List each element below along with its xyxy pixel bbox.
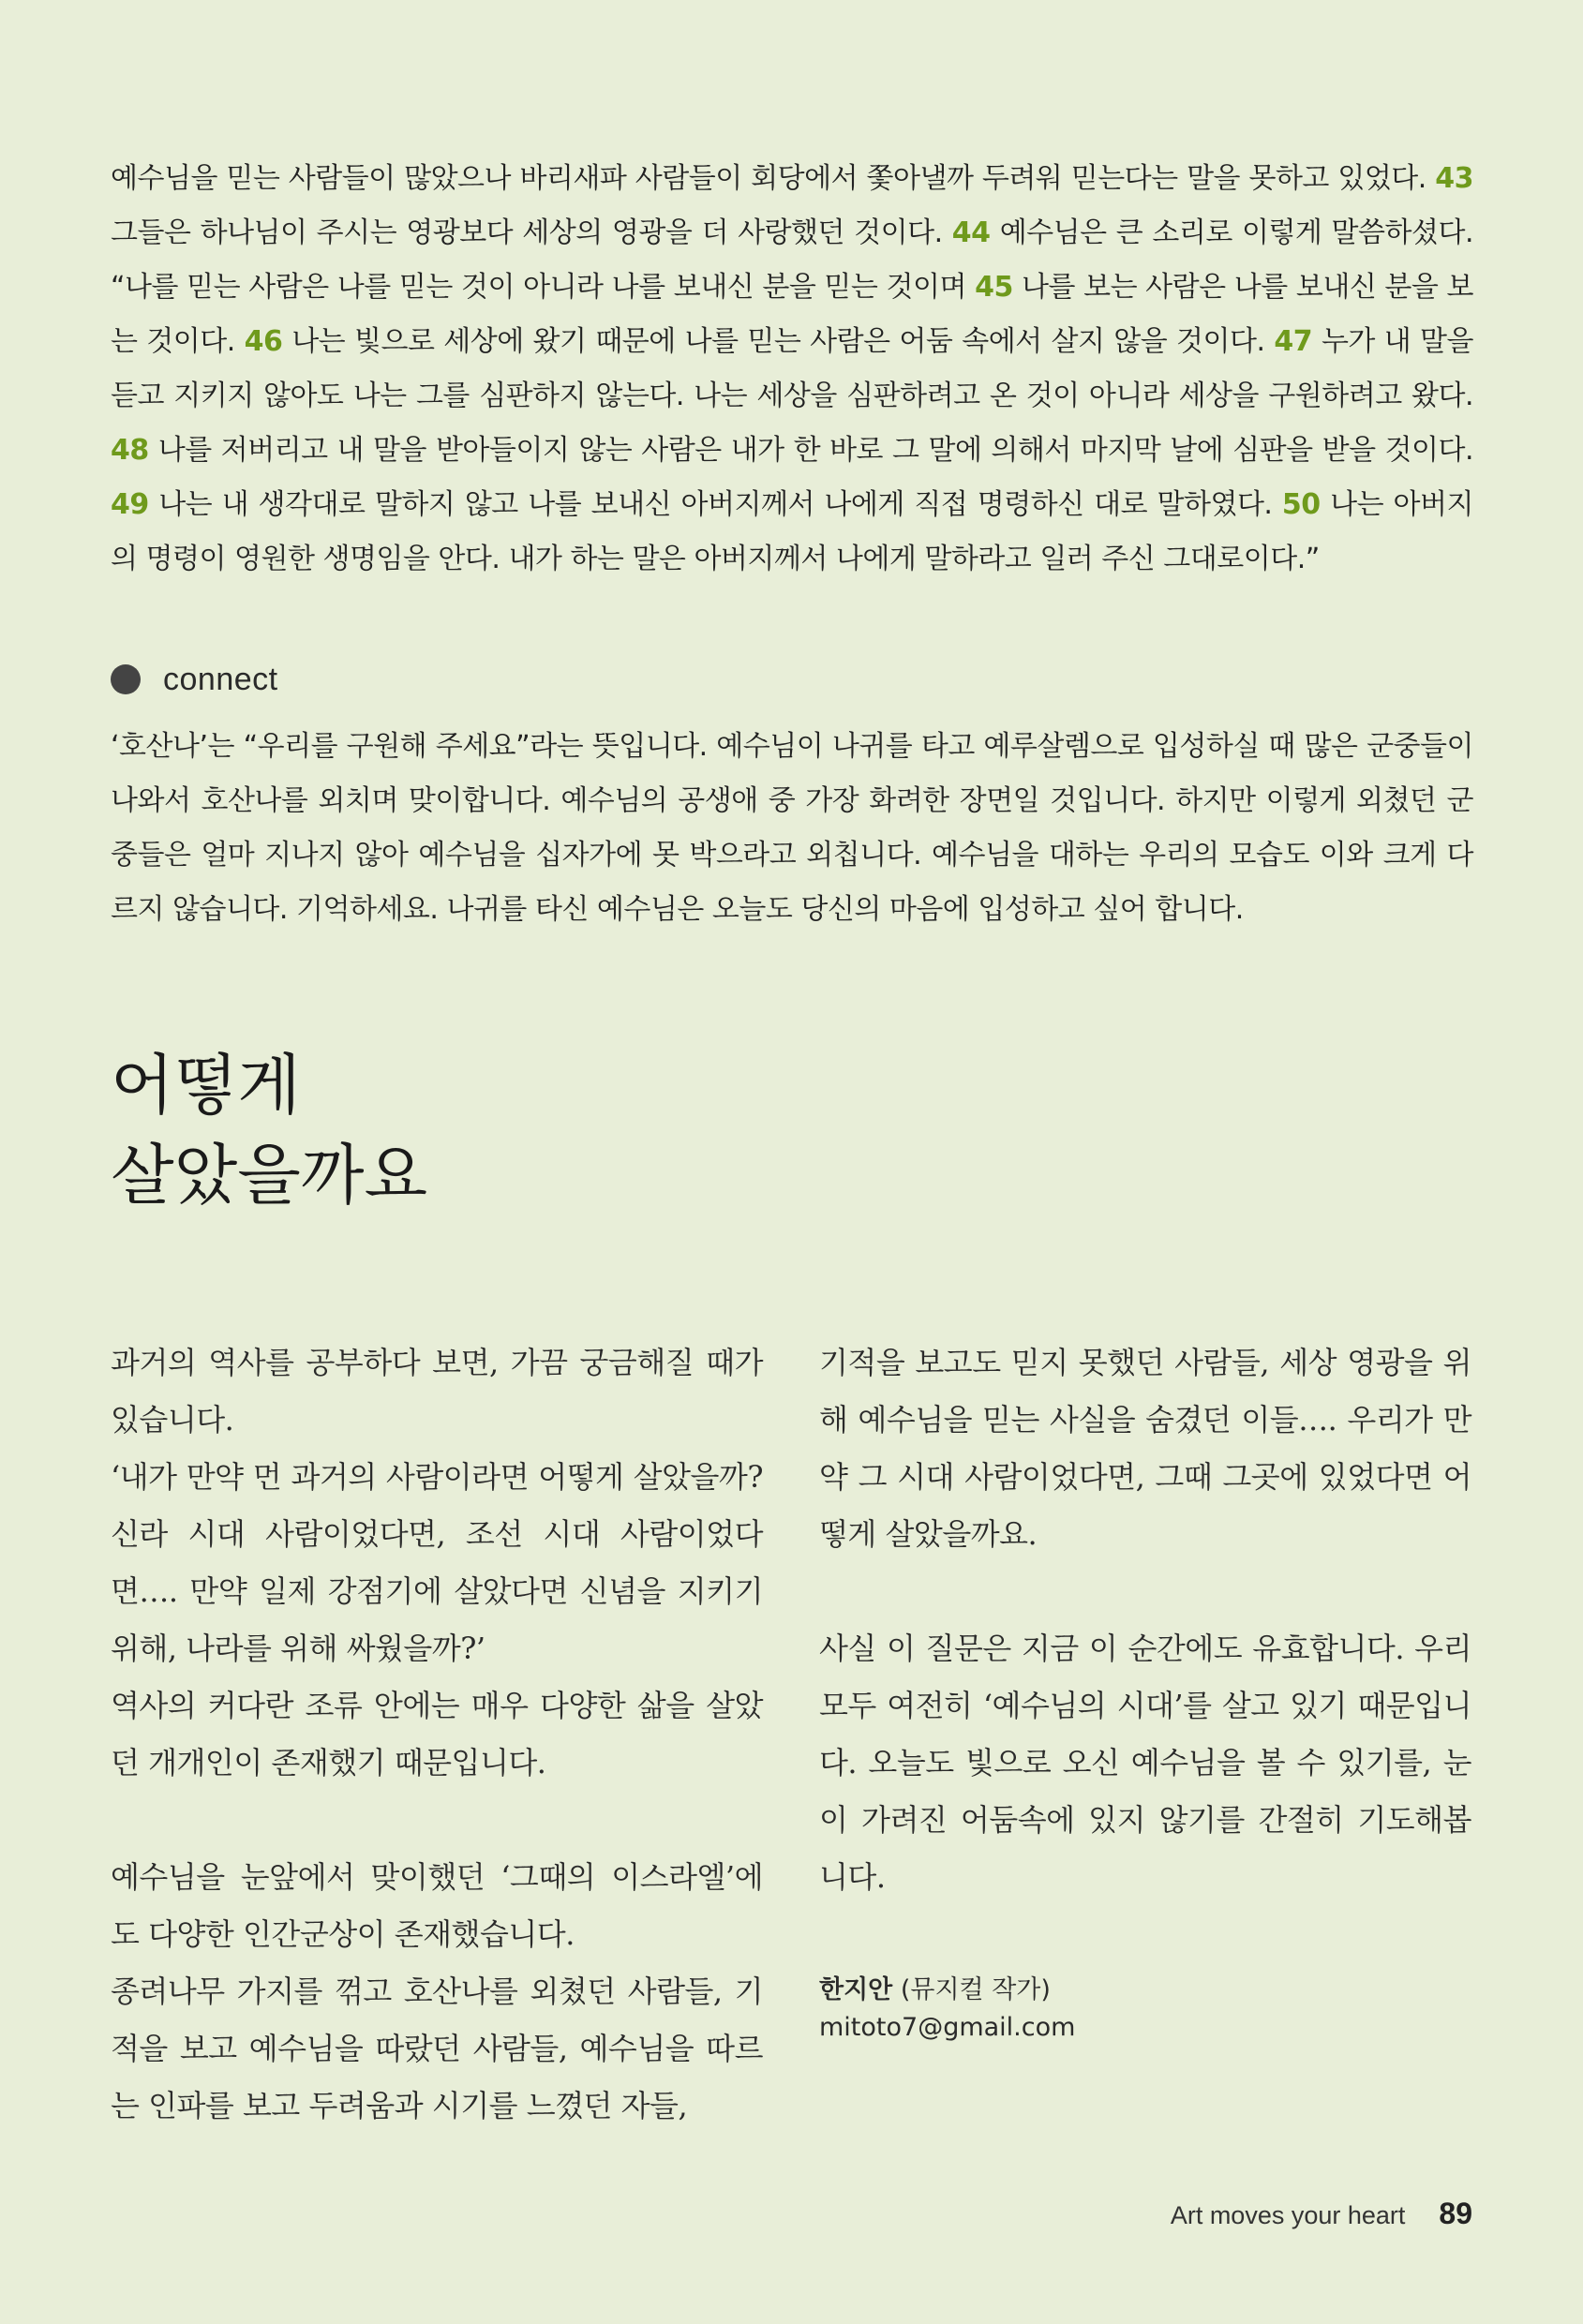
- page-footer: [1171, 2197, 1472, 2231]
- essay-title-line1: 어떻게: [111, 1047, 301, 1124]
- footer-tagline: Art moves your heart: [1170, 2201, 1406, 2229]
- passage-text: 예수님을 믿는 사람들이 많았으나 바리새파 사람들이 회당에서 쫓아낼까 두려워 믿는다는 말을 못하고 있었다.: [111, 162, 1436, 195]
- connect-label: connect: [163, 661, 278, 697]
- essay-left-column: [111, 1334, 763, 2135]
- author-role: (뮤지컬 작가): [900, 1975, 1051, 2004]
- essay-paragraph: 과거의 역사를 공부하다 보면, 가끔 궁금해질 때가 있습니다.: [111, 1345, 763, 1438]
- verse-number: 44: [951, 216, 991, 249]
- passage-text: 나를 보는 사람은 나를 보내신 분을 보는 것이다.: [111, 271, 1474, 358]
- verse-number: 45: [975, 271, 1013, 304]
- verse-number: 47: [1274, 325, 1313, 358]
- verse-number: 48: [111, 434, 149, 467]
- scripture-passage: [111, 152, 1473, 587]
- passage-text: 나는 빛으로 세상에 왔기 때문에 나를 믿는 사람은 어둠 속에서 살지 않을 것이다.: [282, 325, 1275, 358]
- essay-paragraph: 사실 이 질문은 지금 이 순간에도 유효합니다. 우리 모두 여전히 ‘예수님의 시대’를 살고 있기 때문입니다. 오늘도 빛으로 오신 예수님을 볼 수 있기를, 눈이 가려진 어둠속에 있지 않기를 간절히 기도해봅니다.: [819, 1631, 1471, 1895]
- bullet-dot-icon: [111, 664, 141, 694]
- passage-text: 나를 저버리고 내 말을 받아들이지 않는 사람은 내가 한 바로 그 말에 의해서 마지막 날에 심판을 받을 것이다.: [148, 434, 1473, 467]
- connect-body: ‘호산나’는 “우리를 구원해 주세요”라는 뜻입니다. 예수님이 나귀를 타고 예루살렘으로 입성하실 때 많은 군중들이 나와서 호산나를 외치며 맞이합니다. 예수님의 공생애 중 가장 화려한 장면일 것입니다. 하지만 이렇게 외쳤던 군중들은 얼마 지나지 않아 예수님을 십자가에 못 박으라고 외칩니다. 예수님을 대하는 우리의 모습도 이와 크게 다르지 않습니다. 기억하세요. 나귀를 타신 예수님은 오늘도 당신의 마음에 입성하고 싶어 합니다.: [111, 730, 1473, 926]
- author-info: [819, 1972, 1075, 2047]
- essay-paragraph: 기적을 보고도 믿지 못했던 사람들, 세상 영광을 위해 예수님을 믿는 사실을 숨겼던 이들…. 우리가 만약 그 시대 사람이었다면, 그때 그곳에 있었다면 어떻게 살았을까요.: [819, 1345, 1471, 1552]
- essay-title: [111, 1040, 427, 1220]
- passage-text: 나는 내 생각대로 말하지 않고 나를 보내신 아버지께서 나에게 직접 명령하신 대로 말하였다.: [148, 488, 1282, 521]
- essay-paragraph: 예수님을 눈앞에서 맞이했던 ‘그때의 이스라엘’에도 다양한 인간군상이 존재했습니다.: [111, 1859, 763, 1952]
- passage-text: 예수님은 큰 소리로 이렇게 말씀하셨다. “나를 믿는 사람은 나를 믿는 것이 아니라 나를 보내신 분을 믿는 것이며: [111, 216, 1473, 304]
- passage-text: 나는 아버지의 명령이 영원한 생명임을 안다. 내가 하는 말은 아버지께서 나에게 말하라고 일러 주신 그대로이다.”: [111, 488, 1473, 575]
- essay-title-line2: 살았을까요: [111, 1137, 428, 1214]
- passage-text: 누가 내 말을 듣고 지키지 않아도 나는 그를 심판하지 않는다. 나는 세상을 심판하려고 온 것이 아니라 세상을 구원하려고 왔다.: [111, 325, 1474, 412]
- essay-paragraph: 역사의 커다란 조류 안에는 매우 다양한 삶을 살았던 개개인이 존재했기 때문입니다.: [111, 1688, 763, 1780]
- essay-paragraph: 종려나무 가지를 꺾고 호산나를 외쳤던 사람들, 기적을 보고 예수님을 따랐던 사람들, 예수님을 따르는 인파를 보고 두려움과 시기를 느꼈던 자들,: [111, 1974, 763, 2123]
- verse-number: 49: [111, 488, 149, 521]
- passage-text: 그들은 하나님이 주시는 영광보다 세상의 영광을 더 사랑했던 것이다.: [111, 216, 952, 249]
- page-number: 89: [1439, 2197, 1472, 2230]
- verse-number: 46: [244, 325, 283, 358]
- verse-number: 43: [1435, 162, 1473, 195]
- author-name: 한지안: [819, 1975, 893, 2004]
- author-email: mitoto7@gmail.com: [819, 2013, 1076, 2042]
- connect-section-header: [111, 658, 278, 701]
- essay-paragraph: ‘내가 만약 먼 과거의 사람이라면 어떻게 살았을까? 신라 시대 사람이었다면, 조선 시대 사람이었다면…. 만약 일제 강점기에 살았다면 신념을 지키기 위해, 나라를 위해 싸웠을까?’: [111, 1459, 763, 1666]
- verse-number: 50: [1281, 488, 1321, 521]
- essay-right-column: [819, 1334, 1471, 1906]
